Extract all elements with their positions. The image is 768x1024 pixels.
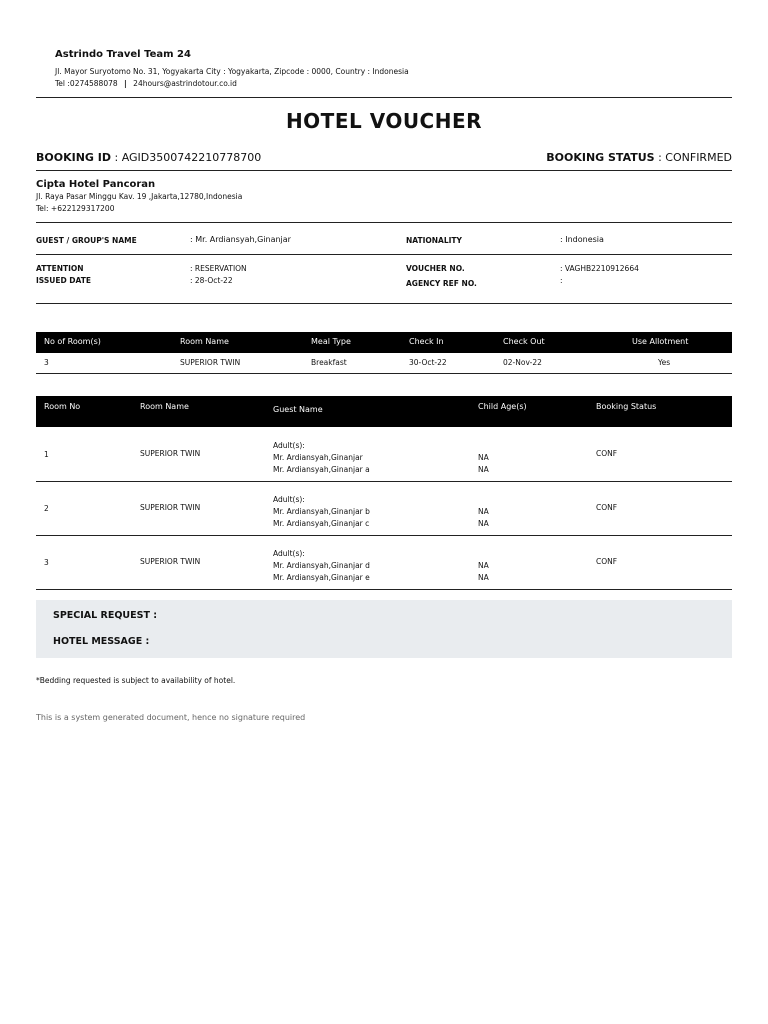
header-meal-type: Meal Type xyxy=(311,337,351,346)
bedding-note: *Bedding requested is subject to availability of hotel. xyxy=(36,676,236,685)
agency-address: Jl. Mayor Suryotomo No. 31, Yogyakarta City : Yogyakarta, Zipcode : 0000, Country : Indonesia xyxy=(55,67,409,76)
special-request-label: SPECIAL REQUEST : xyxy=(53,610,158,621)
hotel-name: Cipta Hotel Pancoran xyxy=(36,179,156,190)
cell-check-in: 30-Oct-22 xyxy=(409,358,447,367)
agency-ref-value: : xyxy=(560,276,563,285)
cell-room-no: 1 xyxy=(44,450,49,459)
header-check-out: Check Out xyxy=(503,337,545,346)
cell-booking-status: CONF xyxy=(596,503,618,512)
hotel-address: Jl. Raya Pasar Minggu Kav. 19 ,Jakarta,12780,Indonesia xyxy=(36,192,243,201)
cell-booking-status: CONF xyxy=(596,449,618,458)
header-room-no: Room No xyxy=(44,402,81,411)
divider xyxy=(36,170,732,171)
rooms-table-header xyxy=(36,396,732,427)
divider xyxy=(36,589,732,590)
page-title: HOTEL VOUCHER xyxy=(285,109,483,133)
header-room-name: Room Name xyxy=(140,402,189,411)
cell-child-age: NA xyxy=(478,519,489,528)
cell-adult-label: Adult(s): xyxy=(273,495,305,504)
nationality-label: NATIONALITY xyxy=(406,236,462,245)
header-booking-status: Booking Status xyxy=(596,402,657,411)
cell-guest-name: Mr. Ardiansyah,Ginanjar a xyxy=(273,465,370,474)
cell-adult-label: Adult(s): xyxy=(273,549,305,558)
table-row xyxy=(36,535,732,589)
header-no-of-rooms: No of Room(s) xyxy=(44,337,101,346)
booking-id-label: BOOKING ID xyxy=(36,151,111,164)
attention-value: : RESERVATION xyxy=(190,264,247,273)
booking-status-label: BOOKING STATUS xyxy=(546,151,655,164)
voucher-no-label: VOUCHER NO. xyxy=(406,264,465,273)
table-row xyxy=(36,353,732,373)
cell-use-allotment: Yes xyxy=(658,358,671,367)
agency-ref-label: AGENCY REF NO. xyxy=(406,279,477,288)
divider xyxy=(36,222,732,223)
agency-tel: Tel :0274588078 xyxy=(55,79,118,88)
cell-room-name: SUPERIOR TWIN xyxy=(140,449,201,458)
divider xyxy=(36,254,732,255)
guest-name-label: GUEST / GROUP'S NAME xyxy=(36,236,137,245)
cell-room-name: SUPERIOR TWIN xyxy=(180,358,241,367)
summary-table-header xyxy=(36,332,732,353)
cell-guest-name: Mr. Ardiansyah,Ginanjar xyxy=(273,453,363,462)
booking-id-value: : AGID3500742210778700 xyxy=(114,151,262,164)
cell-room-no: 2 xyxy=(44,504,49,513)
cell-child-age: NA xyxy=(478,465,489,474)
cell-child-age: NA xyxy=(478,561,489,570)
booking-status xyxy=(546,151,732,164)
agency-contact xyxy=(55,79,237,88)
separator: | xyxy=(124,79,127,88)
divider xyxy=(36,373,732,374)
cell-booking-status: CONF xyxy=(596,557,618,566)
header-guest-name: Guest Name xyxy=(273,405,323,414)
header-check-in: Check In xyxy=(409,337,444,346)
divider xyxy=(36,97,732,98)
cell-meal-type: Breakfast xyxy=(311,358,347,367)
voucher-no-value: : VAGHB2210912664 xyxy=(560,264,639,273)
booking-status-value: : CONFIRMED xyxy=(658,151,732,164)
attention-label: ATTENTION xyxy=(36,264,84,273)
cell-child-age: NA xyxy=(478,573,489,582)
hotel-message-label: HOTEL MESSAGE : xyxy=(53,636,150,647)
cell-room-name: SUPERIOR TWIN xyxy=(140,557,201,566)
cell-child-age: NA xyxy=(478,507,489,516)
cell-guest-name: Mr. Ardiansyah,Ginanjar c xyxy=(273,519,370,528)
cell-guest-name: Mr. Ardiansyah,Ginanjar d xyxy=(273,561,370,570)
guest-name-value: : Mr. Ardiansyah,Ginanjar xyxy=(190,235,291,244)
divider xyxy=(36,303,732,304)
cell-check-out: 02-Nov-22 xyxy=(503,358,542,367)
cell-no-of-rooms: 3 xyxy=(44,358,49,367)
issued-date-value: : 28-Oct-22 xyxy=(190,276,233,285)
requests-box xyxy=(36,600,732,658)
table-row xyxy=(36,481,732,535)
header-child-ages: Child Age(s) xyxy=(478,402,527,411)
agency-name: Astrindo Travel Team 24 xyxy=(55,49,191,60)
cell-guest-name: Mr. Ardiansyah,Ginanjar b xyxy=(273,507,370,516)
cell-adult-label: Adult(s): xyxy=(273,441,305,450)
nationality-value: : Indonesia xyxy=(560,235,604,244)
cell-room-name: SUPERIOR TWIN xyxy=(140,503,201,512)
agency-email: 24hours@astrindotour.co.id xyxy=(133,79,237,88)
hotel-tel: Tel: +622129317200 xyxy=(36,204,115,213)
cell-room-no: 3 xyxy=(44,558,49,567)
table-row xyxy=(36,427,732,481)
issued-date-label: ISSUED DATE xyxy=(36,276,91,285)
cell-guest-name: Mr. Ardiansyah,Ginanjar e xyxy=(273,573,370,582)
header-use-allotment: Use Allotment xyxy=(632,337,689,346)
header-room-name: Room Name xyxy=(180,337,229,346)
booking-id xyxy=(36,151,261,164)
system-note: This is a system generated document, hence no signature required xyxy=(36,713,306,722)
cell-child-age: NA xyxy=(478,453,489,462)
